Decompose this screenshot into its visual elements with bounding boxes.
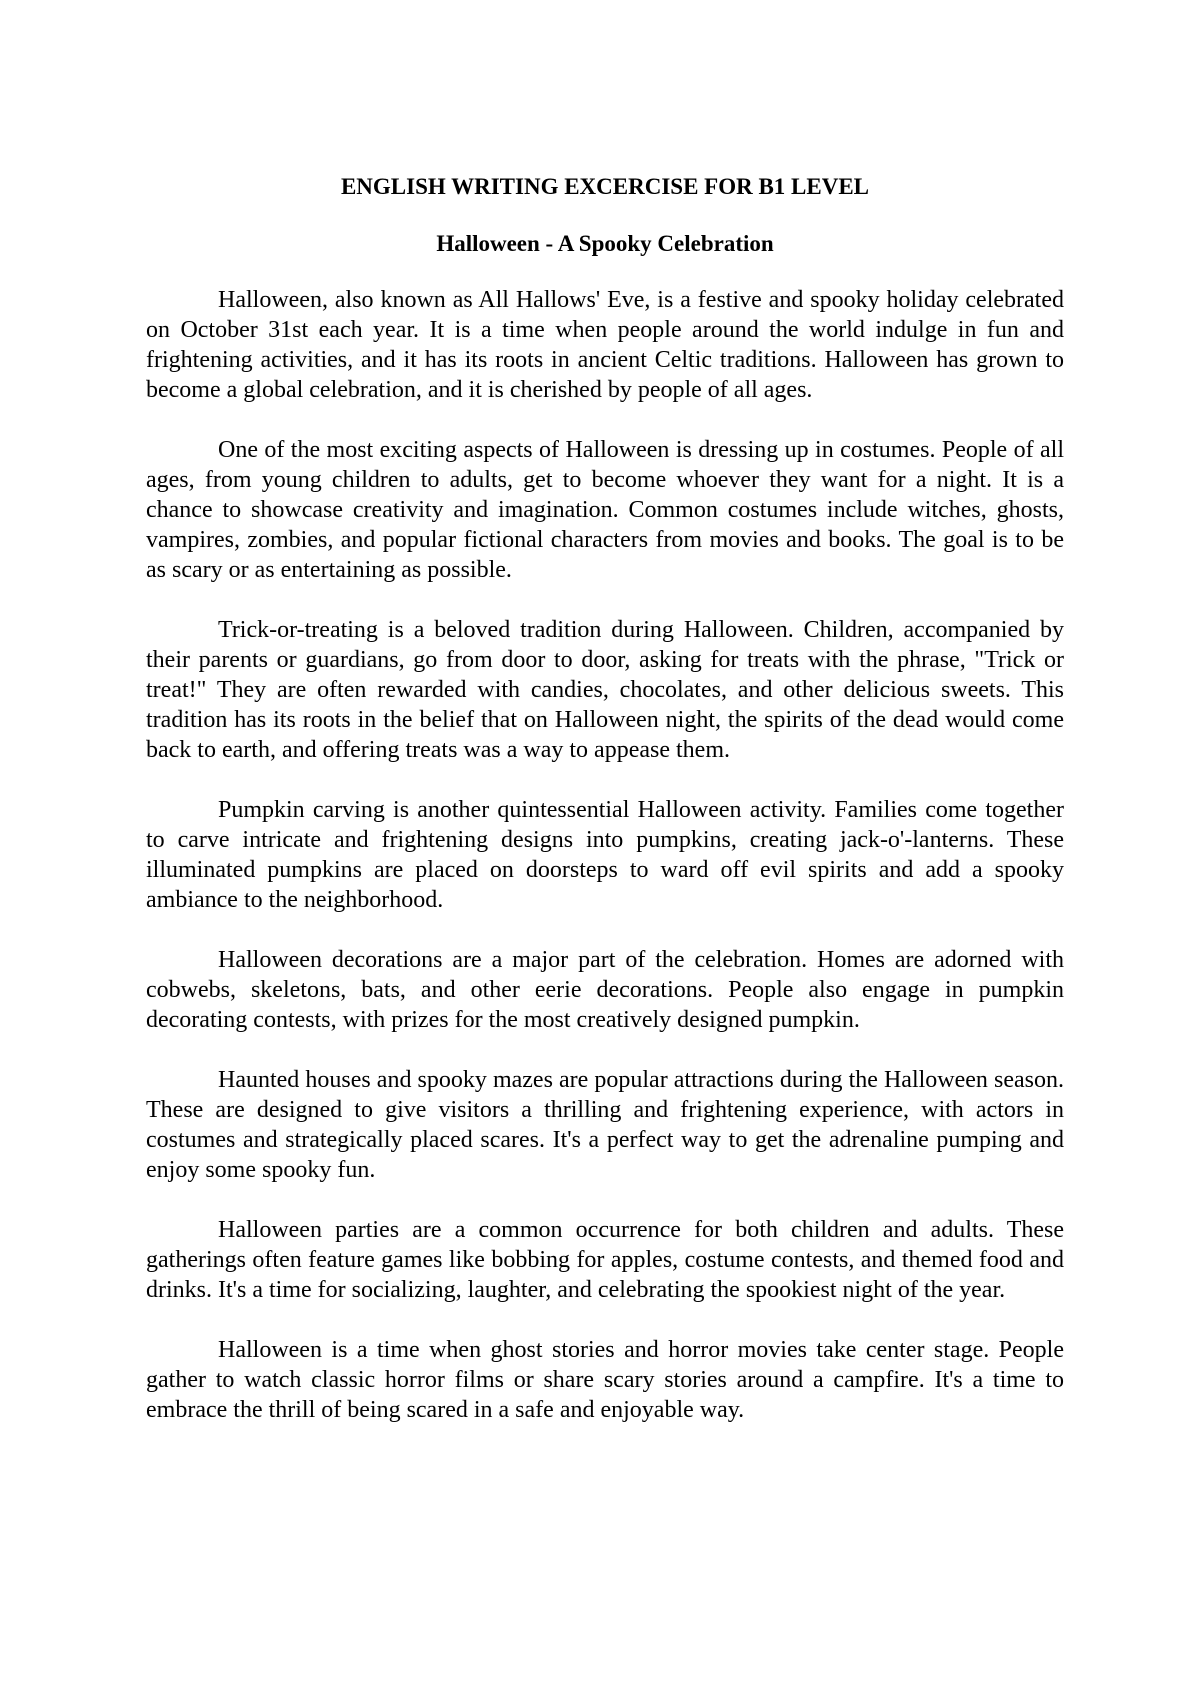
paragraph-trick-or-treating: Trick-or-treating is a beloved tradition during Halloween. Children, accompanied by their parents or guardians, go from door to door, asking for treats with the phrase, "Trick or treat!" They are often rewarded with candies, chocolates, and other delicious sweets. This tradition has its roots in the belief that on Halloween night, the spirits of the dead would come back to earth, and offering treats was a way to appease them. <box>146 617 1064 763</box>
paragraph-haunted-houses: Haunted houses and spooky mazes are popular attractions during the Halloween season. These are designed to give visitors a thrilling and frightening experience, with actors in costumes and strategically placed scares. It's a perfect way to get the adrenaline pumping and enjoy some spooky fun. <box>146 1067 1064 1183</box>
document-title: ENGLISH WRITING EXCERCISE FOR B1 LEVEL <box>340 174 870 199</box>
document-page <box>146 172 1064 1455</box>
paragraph-horror-movies: Halloween is a time when ghost stories and horror movies take center stage. People gather to watch classic horror films or share scary stories around a campfire. It's a time to embrace the thrill of being scared in a safe and enjoyable way. <box>146 1337 1064 1423</box>
paragraph-parties: Halloween parties are a common occurrence for both children and adults. These gatherings often feature games like bobbing for apples, costume contests, and themed food and drinks. It's a time for socializing, laughter, and celebrating the spookiest night of the year. <box>146 1217 1064 1303</box>
paragraph-pumpkin-carving: Pumpkin carving is another quintessential Halloween activity. Families come together to carve intricate and frightening designs into pumpkins, creating jack-o'-lanterns. These illuminated pumpkins are placed on doorsteps to ward off evil spirits and add a spooky ambiance to the neighborhood. <box>146 797 1064 913</box>
document-subtitle: Halloween - A Spooky Celebration <box>436 231 774 256</box>
paragraph-introduction: Halloween, also known as All Hallows' Eve, is a festive and spooky holiday celebrated on October 31st each year. It is a time when people around the world indulge in fun and frightening activities, and it has its roots in ancient Celtic traditions. Halloween has grown to become a global celebration, and it is cherished by people of all ages. <box>146 287 1064 403</box>
paragraph-decorations: Halloween decorations are a major part of the celebration. Homes are adorned with cobwebs, skeletons, bats, and other eerie decorations. People also engage in pumpkin decorating contests, with prizes for the most creatively designed pumpkin. <box>146 947 1064 1033</box>
paragraph-costumes: One of the most exciting aspects of Halloween is dressing up in costumes. People of all ages, from young children to adults, get to become whoever they want for a night. It is a chance to showcase creativity and imagination. Common costumes include witches, ghosts, vampires, zombies, and popular fictional characters from movies and books. The goal is to be as scary or as entertaining as possible. <box>146 437 1064 583</box>
